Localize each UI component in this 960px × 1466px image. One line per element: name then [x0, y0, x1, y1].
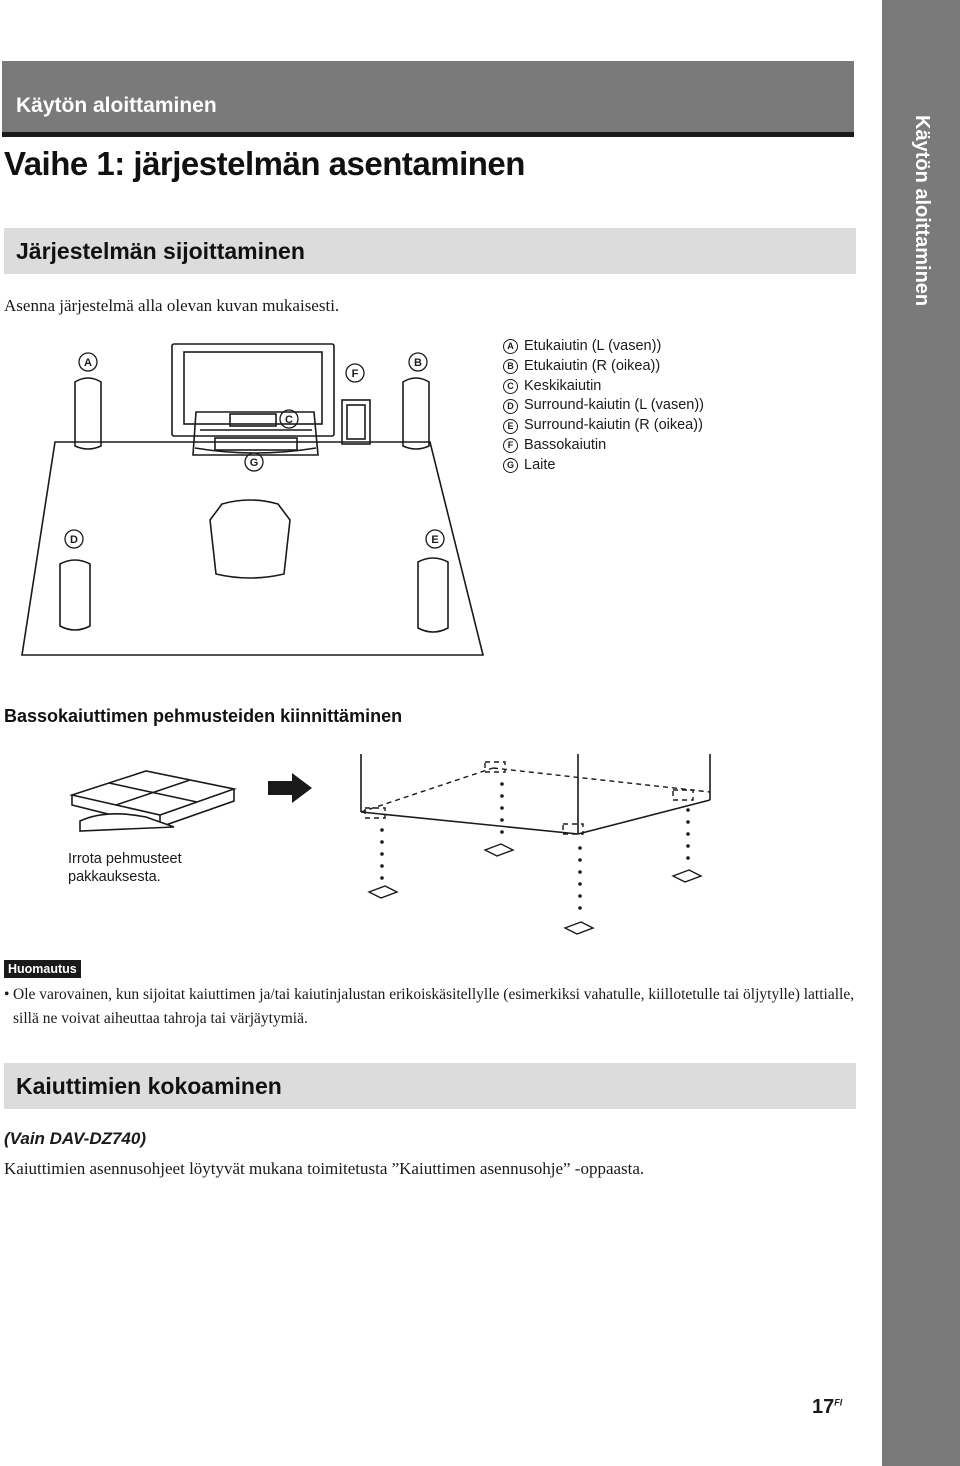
legend-text: Surround-kaiutin (R (oikea))	[524, 417, 703, 434]
legend-text: Etukaiutin (R (oikea))	[524, 357, 661, 374]
page-number	[812, 1396, 842, 1419]
note-bullet: •	[4, 986, 10, 1003]
page-number-suffix: FI	[834, 1397, 843, 1408]
mark-f: F	[351, 368, 359, 380]
subwoofer-pads-illustration	[355, 752, 725, 942]
legend-item	[503, 337, 704, 357]
assembly-text: Kaiuttimien asennusohjeet löytyvät mukana toimitetusta ”Kaiuttimen asennusohje” -oppaasta.	[4, 1159, 645, 1178]
mark-c: C	[285, 414, 293, 426]
legend-text: Etukaiutin (L (vasen))	[524, 338, 662, 354]
legend-mark: E	[503, 419, 518, 434]
note-text-block	[4, 983, 864, 1031]
mark-d: D	[70, 534, 78, 546]
note-badge: Huomautus	[4, 960, 81, 978]
pads-caption	[68, 850, 182, 886]
legend-mark: B	[503, 359, 518, 374]
arrow-icon	[268, 773, 314, 803]
placement-intro: Asenna järjestelmä alla olevan kuvan mukaisesti.	[4, 296, 340, 315]
legend-mark: F	[503, 438, 518, 453]
legend-item	[503, 436, 704, 456]
legend-item	[503, 396, 704, 416]
legend-text: Bassokaiutin	[524, 436, 607, 453]
mark-a: A	[84, 357, 92, 369]
legend-item	[503, 357, 704, 377]
room-floor	[22, 442, 483, 655]
front-left-speaker-shape	[75, 378, 101, 449]
placement-heading: Järjestelmän sijoittaminen	[16, 238, 305, 264]
surround-left-speaker-shape	[60, 560, 90, 630]
legend-mark: G	[503, 458, 518, 473]
tv-rack	[193, 412, 318, 455]
legend-mark: C	[503, 379, 518, 394]
section-header-rule	[2, 132, 854, 137]
side-tab-label: Käytön aloittaminen	[911, 115, 933, 307]
sofa-shape	[210, 500, 290, 578]
page-number-value: 17	[812, 1396, 835, 1418]
legend-text: Laite	[524, 456, 556, 473]
tv-outline	[172, 344, 334, 436]
front-right-speaker-shape	[403, 378, 429, 449]
legend-text: Surround-kaiutin (L (vasen))	[524, 397, 704, 414]
legend-item	[503, 456, 704, 476]
mark-g: G	[249, 457, 259, 469]
speaker-placement-diagram	[0, 330, 500, 665]
surround-right-speaker-shape	[418, 558, 448, 632]
section-label: Käytön aloittaminen	[16, 94, 217, 117]
legend-mark: D	[503, 399, 518, 414]
pads-caption-line: pakkauksesta.	[68, 869, 161, 885]
legend-mark: A	[503, 339, 518, 354]
page-title: Vaihe 1: järjestelmän asentaminen	[4, 145, 525, 182]
assembly-model: (Vain DAV-DZ740)	[4, 1129, 147, 1148]
speaker-legend	[503, 337, 704, 476]
legend-item	[503, 377, 704, 397]
mark-b: B	[414, 357, 422, 369]
pads-caption-line: Irrota pehmusteet	[68, 851, 182, 867]
pads-heading: Bassokaiuttimen pehmusteiden kiinnittäminen	[4, 706, 403, 726]
pad-sheet-illustration	[66, 765, 241, 840]
legend-item	[503, 416, 704, 436]
device-shape	[215, 438, 297, 450]
legend-text: Keskikaiutin	[524, 377, 602, 394]
mark-e: E	[431, 534, 439, 546]
assembly-heading: Kaiuttimien kokoaminen	[16, 1073, 282, 1099]
note-body: Ole varovainen, kun sijoitat kaiuttimen ja/tai kaiutinjalustan erikoiskäsitellylle (esimerkiksi vahatulle, kiillotetulle tai öljytylle) lattialle, sillä ne voivat aiheuttaa tahroja tai värjäytymiä.	[13, 986, 855, 1027]
